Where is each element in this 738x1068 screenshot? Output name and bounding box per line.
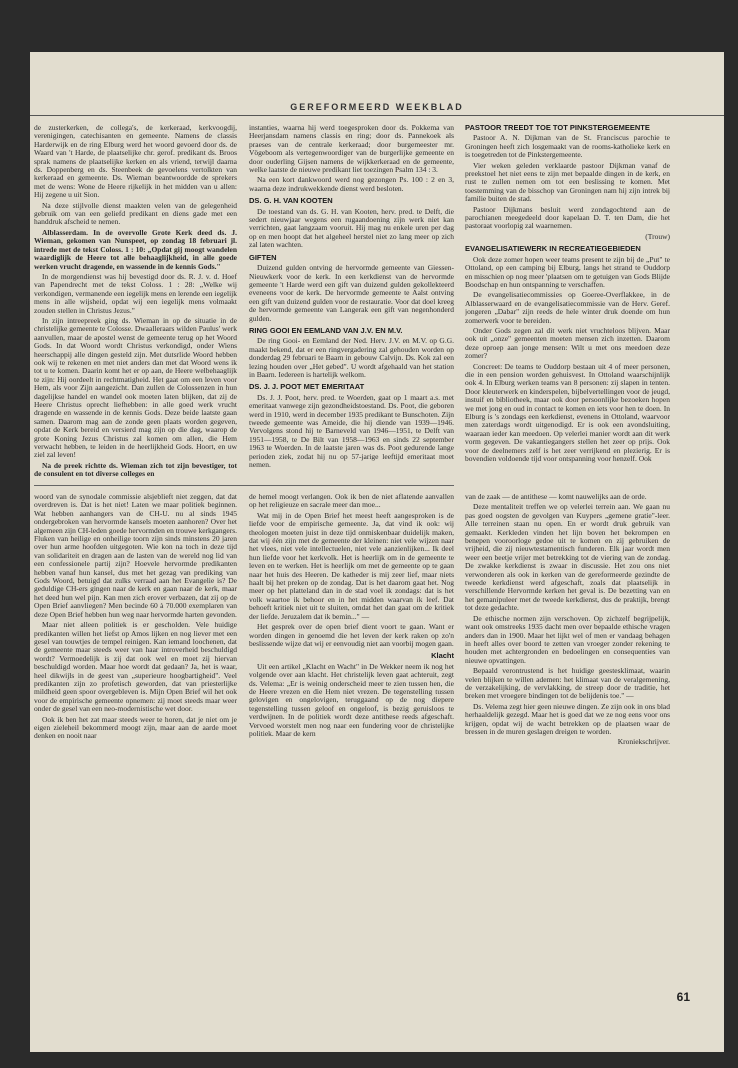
column-2 xyxy=(249,124,454,482)
paragraph: de zusterkerken, de collega's, de kerkeraad, kerkvoogdij, verenigingen, catechisanten en gemeente. Namens de classis Harderwijk en de ring Elburg werd het woord gevoerd door ds. de Waard van 't Harde, de plaatselijke chr. gerof. predikant ds. Broos sprak namens de plaatselijke kerken en als vriend, terwijl daarna ds. Doppenberg en ds. Steenbeek de gevoelens vertolkten van kerkeraad en gemeente. Ds. Wieman beantwoordde de sprekers met de wens: Wone de Heere rijkelijk in het midden van u allen: Hij zegene u uit Sion. xyxy=(34,124,237,200)
paragraph: De ring Gooi- en Eemland der Ned. Herv. J.V. en M.V. op G.G. maakt bekend, dat er een ringvergadering zal gehouden worden op donderdag 29 februari te Baarn in gebouw Calvijn. Ds. Kok zal een lezing houden over „Het gebed". U wordt afgehaald van het station in Baarn. Iedereen is hartelijk welkom. xyxy=(249,336,454,379)
paragraph: de hemel moogt verlangen. Ook ik ben de niet aflatende aanvallen op het religieuze en sacrale meer dan moe... xyxy=(249,493,454,510)
paragraph: Vier weken geleden verklaarde pastoor Dijkman vanaf de preekstoel het niet eens te zijn met bepaalde dingen in de kerk, en rust te zullen nemen om tot een beslissing te komen. Met toestemming van de bisschop van Groningen nam hij zijn intrek bij familie buiten de stad. xyxy=(465,160,670,204)
page-header: GEREFORMEERD WEEKBLAD xyxy=(290,102,464,112)
author-signature: Kroniekschrijver. xyxy=(617,737,670,747)
paragraph: Concreet: De teams te Ouddorp bestaan uit 4 of meer personen, die in een pension worden gehuisvest. In Ottoland waarschijnlijk ook 4. In Elburg werken teams van 8 personen: zij slapen in tenten. Door kleuterwerk en kinderspelen, bijbelvertellingen voor de jeugd, instuif en bibliotheek, maar ook door persoonlijke bezoeken hopen we met jong en oud in contact te komen en iets voor hen te doen. In Elburg is 's zondags een kerkdienst, evenens in Ottoland, waarvoor men zaterdags wordt uitgenodigd. Er is ook een avondsluiting, waaraan ieder kan meedoen. Op velerlei manier wordt aan dit werk vorm gegeven. De vakantiegangers stellen het zeer op prijs. Ook voor de deelnemers zelf is het zeer verrijkend en plezierig. Er is bovendien voldoende tijd voor ontspanning voor henzelf. Ook xyxy=(465,361,670,464)
source-credit: (Trouw) xyxy=(645,231,670,241)
paragraph: Uit een artikel „Klacht en Wacht" in De Wekker neem ik nog het volgende over aan klacht. Het christelijk leven gaat achteruit, zegt ds. Velema: „Er is weinig onderscheid meer te zien tussen hen, die de Heere vrezen en die Hem niet vrezen. De tegenstelling tussen gelovigen en ongelovigen, teruggaand op de nog diepere tegenstelling tussen geloof en ongeloof, is bezig geruisloos te verdwijnen. In de politiek wordt deze antithese reeds afgeschaft. Vervoed worstelt men nog naar een fundering voor de christelijke politiek. Maar de kern xyxy=(249,661,454,738)
section-divider xyxy=(34,485,454,486)
paragraph: woord van de synodale commissie alsjeblieft niet zeggen, dat dat overdreven is. Dat is het niet! Laten we maar politiek beginnen. Wat hebben aanhangers van de CH-U. nu al sinds 1945 ondergebroken van hervormde kansels moeten aanhoren? Over het algemeen zijn CH-leden goede hervormden en trouwe kerkgangers. Fluken van heilige en onheilige toorn zijn sinds minstens 20 jaren over hun arme hoofden uitgegoten. Wie kon na toch in deze tijd van solidariteit en dragen aan de lasten van de wereld nog lid van een confessionele partij zijn? Hoevele hervormde predikanten hebben vanaf hun kansel, dus met het gezag van prediking van Gods Woord, betuigd dat zulks verraad aan het Evangelie is? De geduldige CH-ers gingen naar de kerk en gaan naar de kerk, maar het deed hun wel pijn. Kan men zich erover verbazen, dat zij op de Open Brief aanvliegen? Men becinde 60 à 70.000 exemplaren van deze Open Brief hebben hun weg naar hervormde harten gevonden. xyxy=(34,493,237,619)
paragraph: Het gesprek over de open brief dient voort te gaan. Want er worden dingen in genoemd die het leven der kerk raken op zo'n beslissende wijze dat wij er eenvoudig niet aan voorbij mogen gaan. xyxy=(249,622,454,648)
newspaper-page xyxy=(30,52,724,1052)
column-4 xyxy=(34,493,237,973)
paragraph: instanties, waarna hij werd toegesproken door ds. Pokkema van Heerjansdam namens classis en ring; door ds. Pannekoek als praeses van de centrale kerkeraad; door burgemeester mr. Vögeboom als vertegenwoordiger van de burgerlijke gemeente en door ouderling Gijsen namens de wijkkerkeraad en de gemeente, welke laatste de nieuwe predikant liet toezingen Psalm 134 : 3. xyxy=(249,124,454,175)
paragraph: Bepaald verontrustend is het huidige geestesklimaat, waarin velen blijken te willen ademen: het klimaat van de veralgemening, de verzakelijking, de vervlakking, de streep door de traditie, het breken met vroegere bindingen tot de belijdenis toe." — xyxy=(465,666,670,701)
article-heading: DS. J. J. POOT MET EMERITAAT xyxy=(249,382,365,392)
page-number: 61 xyxy=(676,990,690,1004)
paragraph: In zijn intreepreek ging ds. Wieman in op de situatie in de christelijke gemeente te Colosse. Dwaalleraars wilden Paulus' werk aanvullen, maar de apostel wenst de gemeente terug op het Woord Gods. In dat Woord wordt Christus verkondigd, onder Wiens heerschappij alle dingen gesteld zijn. Met dutsrlide Woord hebben ook wij te rekenen en met niet anders dan met dat Woord wens ik tot u te komen. Daarin komt het er op aan, de Heere welbehaaglijk te zijn: Hij oordeelt in rechtmatigheid. Het gaat om een leven voor Hem, als voor Zijn aangezicht. Dan zullen de Colossenzen in hun dagelijkse handel en wandel ook moeten laten blijken, dat zij de Heere Christus oprecht liefhebben: in alle goed werk vrucht dragende en wassende in de kennis Gods. Deze beide laatste gaan samen. Daarom mag aan de zonde geen plaats worden gegeven, opdat de Kerk bereid en versierd mag zijn op die dag, waarop de grote Koning Jezus Christus zal komen om allen, die Hem verwacht hebben, te leiden in de heerlijkheid Gods. Hoort, en uw ziel zal leven! xyxy=(34,315,237,460)
paragraph: Wat mij in de Open Brief het meest heeft aangesproken is de liefde voor de empirische gemeente. Ja, dat vind ik ook: wij theologen moeten juist in deze tijd onmiskenbaar duidelijk maken, dat wij één zijn met de gemeente der kleinen: niet vele wijzen naar het vlees, niet vele intellectuelen, niet vele aanzienlijken... Ik deel hun liefde voor het kerkvolk. Het is heerlijk om in de gemeente te leven en te werken. Het is heerlijk om met de gemeente op te gaan naar het huis des Heeren. De katheder is mij zeer lief, maar niets haalt bij het preken op de zondag. Dat is het daarom gaat het. Nog meer op het platteland dan in de stad voel ik zondags: dat is het volk waartoe ik behoor en in het midden waarvan ik leef. Dat behoeft kritiek niet uit te sluiten, omdat het dan gaat om de kritiek der liefde. Jeruzalem dat ik bemin..." — xyxy=(249,510,454,621)
paragraph: Maar niet alleen politiek is er gescholden. Vele huidige predikanten willen het liefst op Amos lijken en nog liever met een gesel van touwtjes de tempel reinigen. Kan iemand loochenen, dat de gemeente maar steeds weer van haar introverheid beschuldigd wordt? Vermoedelijk is zij dat ook wel en moet zij hiervan beschuldigd worden. Maar hoe wordt dat gedaan? Ja, het is waar, heel dikwijls in de geest van „superieure hoogbartigheid". Veel predikanten zijn zo profetisch geworden, dat van priesterlijke mildheid geen spoor overgebleven is. Mijn Open Brief wil het ook voor de empirische gemeente opnemen: zij moet steeds maar weer onder de gesel van een neo-modernistische wet door. xyxy=(34,620,237,714)
article-heading: Klacht xyxy=(431,651,454,661)
column-5 xyxy=(249,493,454,973)
paragraph: Pastoor Dijkmans besluit werd zondagochtend aan de parochianen meegedeeld door kapelaan D. T. ten Dam, die het pastoraat voorlopig zal waarnemen. xyxy=(465,204,670,231)
paragraph: Ds. J. J. Poot, herv. pred. te Woerden, gaat op 1 maart a.s. met emeritaat vanwege zijn gezondheidstoestand. Ds. Poot, die geboren werd in 1910, werd in december 1935 predikant te Bunschoten. Zijn tweede gemeente was Ameide, die hij diende van 1939—1946. Vervolgens stond hij te Barneveld van 1946—1951, te Delft van 1951—1958, te De Bilt van 1958—1963 en sinds 22 september 1963 te Woerden. In de laatste jaren was ds. Poot gedurende lange perioden ziek, zodat hij nu op 57-jarige leeftijd emeritaat moet nemen. xyxy=(249,392,454,470)
paragraph: De ethische normen zijn verschoven. Op zichzelf begrijpelijk, want ook omstreeks 1935 dacht men over bepaalde ethische vragen anders dan in 1900. Maar het lijkt wel of men er vandaag behagen in heeft alles over boord te zetten van vroeger zonder rekening te houden met achtergronden en bedoelingen en consequenties van nieuwe opvattingen. xyxy=(465,613,670,665)
paragraph: De toestand van ds. G. H. van Kooten, herv. pred. te Delft, die sedert nieuwjaar wegens een rugaandoening zijn werk niet kan verrichten, gaat langzaam vooruit. Hij mag nu enkele uren per dag op en men hoopt dat het algeheel herstel niet zo lang meer op zich zal laten wachten. xyxy=(249,206,454,250)
article-heading: PASTOOR TREEDT TOE TOT PINKSTERGEMEENTE xyxy=(465,124,650,132)
paragraph: Deze mentaliteit treffen we op velerlei terrein aan. We gaan nu pas goed oogsten de gevolgen van Kuypers „gemene gratie"-leer. Alle terreinen staan nu open. En er wordt druk gebruik van gemaakt. Kerkleden vinden het lijn boven het bekrompen en benepen vooroorloge gedoe uit te komen en zij gebruiken de vrijheid, die zij nieuwtestamentisch funderen. Elk jaar wordt men weer een beetje vrijer met betrekking tot de viering van de zondag. De zwakke kerkdienst is zwaar in discussie. Het zou ons niet verwonderen als ook in kerken van de gereformeerde gezindte de tweede kerkdienst werd afgeschaft, zoals dat plaatselijk in verschillende Hervormde kerken het geval is. De bezetting van en het gemanipuleer met de tweede kerkdienst, dus de praktijk, brengt tot deze gedachte. xyxy=(465,502,670,613)
paragraph: Duizend gulden ontving de hervormde gemeente van Giessen-Nieuwkerk voor de kerk. In een kerkdienst van de hervormde gemeente 't Harde werd een gift van duizend gulden gekollekteerd eveneens voor de kerk. De hervormde gemeente te Aalst ontving een gift van duizend gulden voor de restauratie. Voor dat doel kreeg de hervormde gemeente van Langerak een gift van negenhonderd gulden. xyxy=(249,263,454,323)
paragraph: Ds. Velema zegt hier geen nieuwe dingen. Ze zijn ook in ons blad herhaaldelijk gezegd. Maar het is goed dat we ze nog eens voor ons krijgen, opdat wij de wacht betrekken op de plaatsen waar de bressen in de muren geslagen dreigen te worden. xyxy=(465,701,670,736)
column-3 xyxy=(465,124,670,482)
paragraph: van de zaak — de antithese — komt nauwelijks aan de orde. xyxy=(465,493,647,501)
paragraph: Alblasserdam. In de overvolle Grote Kerk deed ds. J. Wieman, gekomen van Nunspeet, op zondag 18 februari jl. intrede met de tekst Coloss. 1 : 10: „Opdat gij moogt wandelen waardiglijk de Heere tot alle behaaglijkheid, in alle goede werken vrucht dragende, en wassende in de kennis Gods." xyxy=(34,227,237,271)
article-heading: GIFTEN xyxy=(249,252,277,262)
paragraph: Na de preek richtte ds. Wieman zich tot zijn bevestiger, tot de consulent en tot diverse colleges en xyxy=(34,460,237,479)
column-6 xyxy=(465,493,670,973)
paragraph: De evangelisatiecommissies op Goeree-Overflakkee, in de Alblasserwaard en de evangelisatiecommissie van de Herv. Geref. jongeren „Dabar" zijn reeds de hele winter druk doende om hun zomerwerk voor te bereiden. xyxy=(465,290,670,325)
header-rule xyxy=(30,115,724,116)
paragraph: Ook deze zomer hopen weer teams present te zijn bij de „Put" te Ottoland, op een camping bij Elburg, langs het strand te Ouddorp en misschien op nog meer 'plaatsen om te getuigen van Gods Blijde Boodschap en hun ontspanning te verschaffen. xyxy=(465,254,670,289)
column-1 xyxy=(34,124,237,482)
paragraph: Pastoor A. N. Dijkman van de St. Franciscus parochie te Groningen heeft zich losgemaakt van de rooms-katholieke kerk en is toegetreden tot de Pinkstergemeente. xyxy=(465,133,670,160)
paragraph: In de morgendienst was hij bevestigd door ds. R. J. v. d. Hoef van Papendrecht met de tekst Coloss. 1 : 28: „Welke wij verkondigen, vermanende een iegelijk mens en lerende een iegelijk mens in alle wijsheid, opdat wij een iegelijk mens volmaakt zouden stellen in Christus Jezus." xyxy=(34,271,237,315)
paragraph: Na deze stijlvolle dienst maakten velen van de gelegenheid gebruik om van een geliefd predikant en diens gade met een handdruk afscheid te nemen. xyxy=(34,200,237,227)
article-heading: EVANGELISATIEWERK IN RECREATIEGEBIEDEN xyxy=(465,244,641,254)
paragraph: Na een kort dankwoord werd nog gezongen Ps. 100 : 2 en 3, waarna deze indrukwekkende dienst werd besloten. xyxy=(249,175,454,193)
article-heading: DS. G. H. VAN KOOTEN xyxy=(249,196,333,206)
article-heading: RING GOOI EN EEMLAND VAN J.V. EN M.V. xyxy=(249,325,403,335)
paragraph: Onder Gods zegen zal dit werk niet vruchteloos blijven. Maar ook uit „onze" gemeenten moeten mensen zich inzetten. Daarom deze oproep aan jonge mensen: Wilt u met ons meedoen deze zomer? xyxy=(465,325,670,361)
paragraph: Ook ik ben het zat maar steeds weer te horen, dat je niet om je eigen zieleheil bekommerd moogt zijn, maar aan de aarde moet denken en nooit naar xyxy=(34,714,237,741)
